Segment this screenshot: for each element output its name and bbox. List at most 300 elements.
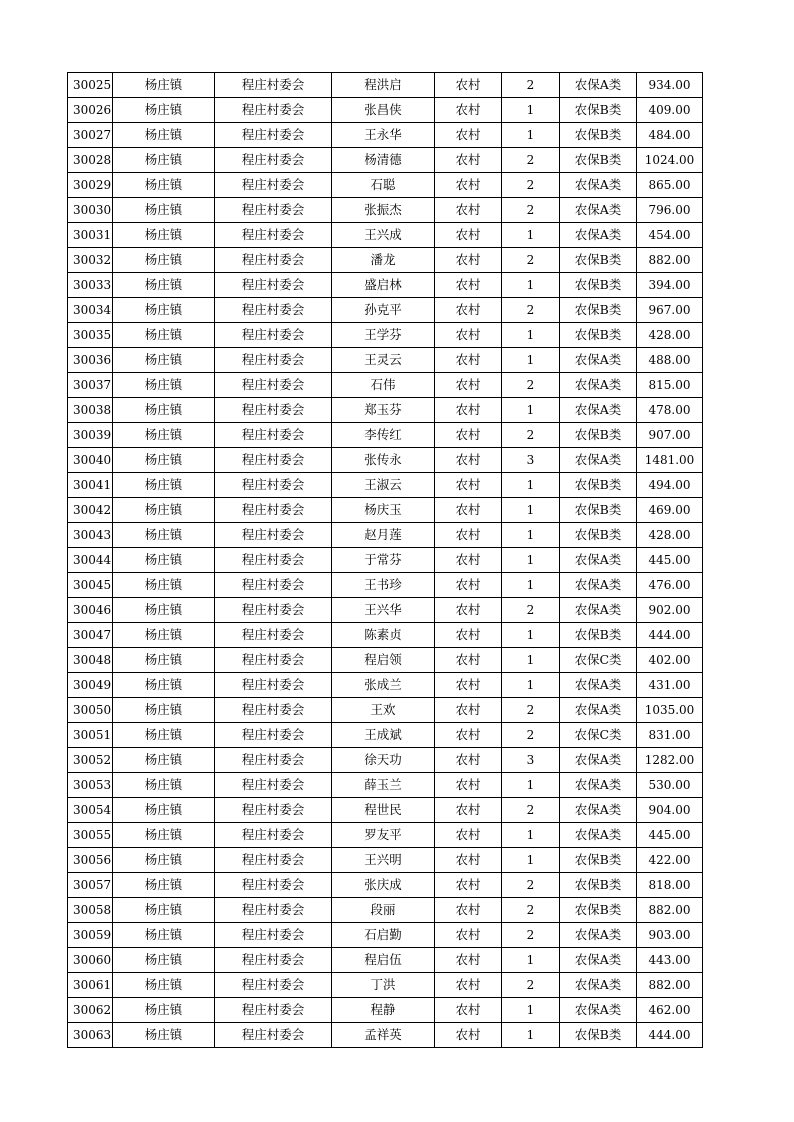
area-type-cell: 农村 xyxy=(435,248,502,273)
town-cell: 杨庄镇 xyxy=(113,698,215,723)
household-count-cell: 2 xyxy=(502,198,560,223)
town-cell: 杨庄镇 xyxy=(113,598,215,623)
village-committee-cell: 程庄村委会 xyxy=(215,223,332,248)
name-cell: 孟祥英 xyxy=(332,1023,435,1048)
insurance-category-cell: 农保B类 xyxy=(560,873,637,898)
record-id-cell: 30059 xyxy=(68,923,113,948)
area-type-cell: 农村 xyxy=(435,623,502,648)
household-count-cell: 2 xyxy=(502,148,560,173)
table-row xyxy=(68,723,703,748)
record-id-cell: 30062 xyxy=(68,998,113,1023)
name-cell: 杨清德 xyxy=(332,148,435,173)
village-committee-cell: 程庄村委会 xyxy=(215,548,332,573)
town-cell: 杨庄镇 xyxy=(113,948,215,973)
area-type-cell: 农村 xyxy=(435,373,502,398)
table-row xyxy=(68,548,703,573)
village-committee-cell: 程庄村委会 xyxy=(215,273,332,298)
town-cell: 杨庄镇 xyxy=(113,898,215,923)
town-cell: 杨庄镇 xyxy=(113,673,215,698)
record-id-cell: 30031 xyxy=(68,223,113,248)
record-id-cell: 30051 xyxy=(68,723,113,748)
insurance-category-cell: 农保C类 xyxy=(560,648,637,673)
amount-cell: 882.00 xyxy=(637,973,703,998)
name-cell: 张庆成 xyxy=(332,873,435,898)
town-cell: 杨庄镇 xyxy=(113,773,215,798)
name-cell: 王成斌 xyxy=(332,723,435,748)
town-cell: 杨庄镇 xyxy=(113,523,215,548)
household-count-cell: 1 xyxy=(502,673,560,698)
insurance-category-cell: 农保A类 xyxy=(560,598,637,623)
amount-cell: 865.00 xyxy=(637,173,703,198)
name-cell: 薛玉兰 xyxy=(332,773,435,798)
area-type-cell: 农村 xyxy=(435,673,502,698)
name-cell: 陈素贞 xyxy=(332,623,435,648)
household-count-cell: 2 xyxy=(502,173,560,198)
village-committee-cell: 程庄村委会 xyxy=(215,998,332,1023)
name-cell: 程世民 xyxy=(332,798,435,823)
town-cell: 杨庄镇 xyxy=(113,923,215,948)
name-cell: 李传红 xyxy=(332,423,435,448)
household-count-cell: 1 xyxy=(502,648,560,673)
insurance-category-cell: 农保A类 xyxy=(560,773,637,798)
village-committee-cell: 程庄村委会 xyxy=(215,723,332,748)
town-cell: 杨庄镇 xyxy=(113,823,215,848)
village-committee-cell: 程庄村委会 xyxy=(215,648,332,673)
amount-cell: 907.00 xyxy=(637,423,703,448)
area-type-cell: 农村 xyxy=(435,898,502,923)
area-type-cell: 农村 xyxy=(435,998,502,1023)
town-cell: 杨庄镇 xyxy=(113,998,215,1023)
record-id-cell: 30053 xyxy=(68,773,113,798)
insurance-category-cell: 农保B类 xyxy=(560,273,637,298)
insurance-category-cell: 农保A类 xyxy=(560,948,637,973)
name-cell: 郑玉芬 xyxy=(332,398,435,423)
name-cell: 王灵云 xyxy=(332,348,435,373)
town-cell: 杨庄镇 xyxy=(113,348,215,373)
record-id-cell: 30057 xyxy=(68,873,113,898)
record-id-cell: 30060 xyxy=(68,948,113,973)
area-type-cell: 农村 xyxy=(435,498,502,523)
area-type-cell: 农村 xyxy=(435,323,502,348)
amount-cell: 882.00 xyxy=(637,898,703,923)
town-cell: 杨庄镇 xyxy=(113,873,215,898)
amount-cell: 454.00 xyxy=(637,223,703,248)
area-type-cell: 农村 xyxy=(435,848,502,873)
insurance-category-cell: 农保A类 xyxy=(560,173,637,198)
record-id-cell: 30028 xyxy=(68,148,113,173)
insurance-category-cell: 农保B类 xyxy=(560,898,637,923)
town-cell: 杨庄镇 xyxy=(113,798,215,823)
name-cell: 张成兰 xyxy=(332,673,435,698)
records-table xyxy=(67,72,703,1048)
village-committee-cell: 程庄村委会 xyxy=(215,198,332,223)
amount-cell: 484.00 xyxy=(637,123,703,148)
household-count-cell: 1 xyxy=(502,573,560,598)
town-cell: 杨庄镇 xyxy=(113,198,215,223)
table-row xyxy=(68,298,703,323)
table-row xyxy=(68,973,703,998)
area-type-cell: 农村 xyxy=(435,423,502,448)
area-type-cell: 农村 xyxy=(435,98,502,123)
name-cell: 程启伍 xyxy=(332,948,435,973)
village-committee-cell: 程庄村委会 xyxy=(215,923,332,948)
insurance-category-cell: 农保A类 xyxy=(560,373,637,398)
name-cell: 盛启林 xyxy=(332,273,435,298)
area-type-cell: 农村 xyxy=(435,723,502,748)
amount-cell: 476.00 xyxy=(637,573,703,598)
town-cell: 杨庄镇 xyxy=(113,548,215,573)
name-cell: 程静 xyxy=(332,998,435,1023)
name-cell: 罗友平 xyxy=(332,823,435,848)
name-cell: 孙克平 xyxy=(332,298,435,323)
area-type-cell: 农村 xyxy=(435,298,502,323)
record-id-cell: 30063 xyxy=(68,1023,113,1048)
amount-cell: 494.00 xyxy=(637,473,703,498)
amount-cell: 445.00 xyxy=(637,823,703,848)
table-body xyxy=(68,73,703,1048)
table-row xyxy=(68,598,703,623)
record-id-cell: 30050 xyxy=(68,698,113,723)
table-row xyxy=(68,898,703,923)
town-cell: 杨庄镇 xyxy=(113,573,215,598)
table-row xyxy=(68,948,703,973)
table-row xyxy=(68,498,703,523)
town-cell: 杨庄镇 xyxy=(113,123,215,148)
insurance-category-cell: 农保B类 xyxy=(560,473,637,498)
insurance-category-cell: 农保B类 xyxy=(560,523,637,548)
village-committee-cell: 程庄村委会 xyxy=(215,973,332,998)
insurance-category-cell: 农保B类 xyxy=(560,498,637,523)
insurance-category-cell: 农保B类 xyxy=(560,848,637,873)
village-committee-cell: 程庄村委会 xyxy=(215,623,332,648)
household-count-cell: 1 xyxy=(502,398,560,423)
record-id-cell: 30055 xyxy=(68,823,113,848)
household-count-cell: 2 xyxy=(502,73,560,98)
amount-cell: 431.00 xyxy=(637,673,703,698)
insurance-category-cell: 农保B类 xyxy=(560,123,637,148)
record-id-cell: 30039 xyxy=(68,423,113,448)
town-cell: 杨庄镇 xyxy=(113,398,215,423)
area-type-cell: 农村 xyxy=(435,648,502,673)
record-id-cell: 30040 xyxy=(68,448,113,473)
record-id-cell: 30052 xyxy=(68,748,113,773)
name-cell: 潘龙 xyxy=(332,248,435,273)
household-count-cell: 1 xyxy=(502,773,560,798)
table-row xyxy=(68,148,703,173)
village-committee-cell: 程庄村委会 xyxy=(215,423,332,448)
village-committee-cell: 程庄村委会 xyxy=(215,398,332,423)
record-id-cell: 30048 xyxy=(68,648,113,673)
record-id-cell: 30030 xyxy=(68,198,113,223)
town-cell: 杨庄镇 xyxy=(113,273,215,298)
table-row xyxy=(68,323,703,348)
amount-cell: 422.00 xyxy=(637,848,703,873)
village-committee-cell: 程庄村委会 xyxy=(215,573,332,598)
amount-cell: 428.00 xyxy=(637,323,703,348)
table-row xyxy=(68,348,703,373)
insurance-category-cell: 农保A类 xyxy=(560,673,637,698)
insurance-category-cell: 农保A类 xyxy=(560,698,637,723)
amount-cell: 428.00 xyxy=(637,523,703,548)
household-count-cell: 2 xyxy=(502,898,560,923)
household-count-cell: 2 xyxy=(502,723,560,748)
household-count-cell: 1 xyxy=(502,823,560,848)
table-row xyxy=(68,923,703,948)
record-id-cell: 30041 xyxy=(68,473,113,498)
village-committee-cell: 程庄村委会 xyxy=(215,848,332,873)
household-count-cell: 1 xyxy=(502,998,560,1023)
household-count-cell: 2 xyxy=(502,798,560,823)
village-committee-cell: 程庄村委会 xyxy=(215,773,332,798)
table-row xyxy=(68,573,703,598)
area-type-cell: 农村 xyxy=(435,148,502,173)
town-cell: 杨庄镇 xyxy=(113,73,215,98)
household-count-cell: 1 xyxy=(502,323,560,348)
name-cell: 丁洪 xyxy=(332,973,435,998)
household-count-cell: 2 xyxy=(502,298,560,323)
insurance-category-cell: 农保C类 xyxy=(560,723,637,748)
insurance-category-cell: 农保A类 xyxy=(560,823,637,848)
insurance-category-cell: 农保B类 xyxy=(560,148,637,173)
area-type-cell: 农村 xyxy=(435,923,502,948)
amount-cell: 530.00 xyxy=(637,773,703,798)
table-row xyxy=(68,398,703,423)
table-row xyxy=(68,998,703,1023)
record-id-cell: 30035 xyxy=(68,323,113,348)
household-count-cell: 1 xyxy=(502,1023,560,1048)
town-cell: 杨庄镇 xyxy=(113,973,215,998)
household-count-cell: 2 xyxy=(502,373,560,398)
name-cell: 王兴明 xyxy=(332,848,435,873)
table-row xyxy=(68,823,703,848)
village-committee-cell: 程庄村委会 xyxy=(215,148,332,173)
amount-cell: 409.00 xyxy=(637,98,703,123)
record-id-cell: 30043 xyxy=(68,523,113,548)
town-cell: 杨庄镇 xyxy=(113,373,215,398)
table-row xyxy=(68,73,703,98)
area-type-cell: 农村 xyxy=(435,573,502,598)
name-cell: 王兴华 xyxy=(332,598,435,623)
household-count-cell: 2 xyxy=(502,423,560,448)
area-type-cell: 农村 xyxy=(435,473,502,498)
household-count-cell: 3 xyxy=(502,448,560,473)
record-id-cell: 30049 xyxy=(68,673,113,698)
area-type-cell: 农村 xyxy=(435,823,502,848)
area-type-cell: 农村 xyxy=(435,698,502,723)
insurance-category-cell: 农保B类 xyxy=(560,623,637,648)
household-count-cell: 2 xyxy=(502,598,560,623)
amount-cell: 902.00 xyxy=(637,598,703,623)
insurance-category-cell: 农保A类 xyxy=(560,748,637,773)
record-id-cell: 30045 xyxy=(68,573,113,598)
amount-cell: 443.00 xyxy=(637,948,703,973)
area-type-cell: 农村 xyxy=(435,173,502,198)
table-row xyxy=(68,123,703,148)
village-committee-cell: 程庄村委会 xyxy=(215,898,332,923)
village-committee-cell: 程庄村委会 xyxy=(215,673,332,698)
name-cell: 张昌侠 xyxy=(332,98,435,123)
insurance-category-cell: 农保B类 xyxy=(560,248,637,273)
table-row xyxy=(68,773,703,798)
table-row xyxy=(68,623,703,648)
town-cell: 杨庄镇 xyxy=(113,623,215,648)
town-cell: 杨庄镇 xyxy=(113,223,215,248)
record-id-cell: 30034 xyxy=(68,298,113,323)
village-committee-cell: 程庄村委会 xyxy=(215,298,332,323)
village-committee-cell: 程庄村委会 xyxy=(215,873,332,898)
household-count-cell: 1 xyxy=(502,848,560,873)
name-cell: 王永华 xyxy=(332,123,435,148)
area-type-cell: 农村 xyxy=(435,598,502,623)
area-type-cell: 农村 xyxy=(435,523,502,548)
household-count-cell: 1 xyxy=(502,123,560,148)
table-row xyxy=(68,98,703,123)
insurance-category-cell: 农保A类 xyxy=(560,398,637,423)
table-row xyxy=(68,523,703,548)
insurance-category-cell: 农保A类 xyxy=(560,798,637,823)
insurance-category-cell: 农保A类 xyxy=(560,548,637,573)
area-type-cell: 农村 xyxy=(435,198,502,223)
household-count-cell: 1 xyxy=(502,273,560,298)
amount-cell: 967.00 xyxy=(637,298,703,323)
village-committee-cell: 程庄村委会 xyxy=(215,1023,332,1048)
amount-cell: 1481.00 xyxy=(637,448,703,473)
table-row xyxy=(68,873,703,898)
area-type-cell: 农村 xyxy=(435,773,502,798)
name-cell: 杨庆玉 xyxy=(332,498,435,523)
insurance-category-cell: 农保B类 xyxy=(560,98,637,123)
insurance-category-cell: 农保B类 xyxy=(560,1023,637,1048)
amount-cell: 796.00 xyxy=(637,198,703,223)
village-committee-cell: 程庄村委会 xyxy=(215,123,332,148)
name-cell: 段丽 xyxy=(332,898,435,923)
village-committee-cell: 程庄村委会 xyxy=(215,173,332,198)
area-type-cell: 农村 xyxy=(435,273,502,298)
household-count-cell: 1 xyxy=(502,348,560,373)
village-committee-cell: 程庄村委会 xyxy=(215,598,332,623)
area-type-cell: 农村 xyxy=(435,123,502,148)
village-committee-cell: 程庄村委会 xyxy=(215,823,332,848)
village-committee-cell: 程庄村委会 xyxy=(215,798,332,823)
table-row xyxy=(68,373,703,398)
area-type-cell: 农村 xyxy=(435,973,502,998)
table-row xyxy=(68,423,703,448)
household-count-cell: 1 xyxy=(502,623,560,648)
table-row xyxy=(68,698,703,723)
insurance-category-cell: 农保A类 xyxy=(560,973,637,998)
town-cell: 杨庄镇 xyxy=(113,323,215,348)
household-count-cell: 1 xyxy=(502,948,560,973)
insurance-category-cell: 农保A类 xyxy=(560,573,637,598)
town-cell: 杨庄镇 xyxy=(113,1023,215,1048)
household-count-cell: 2 xyxy=(502,873,560,898)
name-cell: 程洪启 xyxy=(332,73,435,98)
village-committee-cell: 程庄村委会 xyxy=(215,373,332,398)
town-cell: 杨庄镇 xyxy=(113,648,215,673)
village-committee-cell: 程庄村委会 xyxy=(215,523,332,548)
household-count-cell: 2 xyxy=(502,973,560,998)
table-row xyxy=(68,473,703,498)
area-type-cell: 农村 xyxy=(435,73,502,98)
insurance-category-cell: 农保A类 xyxy=(560,923,637,948)
name-cell: 石伟 xyxy=(332,373,435,398)
record-id-cell: 30027 xyxy=(68,123,113,148)
village-committee-cell: 程庄村委会 xyxy=(215,448,332,473)
amount-cell: 1282.00 xyxy=(637,748,703,773)
amount-cell: 488.00 xyxy=(637,348,703,373)
record-id-cell: 30037 xyxy=(68,373,113,398)
household-count-cell: 2 xyxy=(502,248,560,273)
household-count-cell: 1 xyxy=(502,473,560,498)
amount-cell: 462.00 xyxy=(637,998,703,1023)
amount-cell: 882.00 xyxy=(637,248,703,273)
name-cell: 赵月莲 xyxy=(332,523,435,548)
name-cell: 石启勤 xyxy=(332,923,435,948)
record-id-cell: 30044 xyxy=(68,548,113,573)
record-id-cell: 30056 xyxy=(68,848,113,873)
household-count-cell: 2 xyxy=(502,923,560,948)
area-type-cell: 农村 xyxy=(435,873,502,898)
table-row xyxy=(68,673,703,698)
amount-cell: 394.00 xyxy=(637,273,703,298)
amount-cell: 831.00 xyxy=(637,723,703,748)
insurance-category-cell: 农保B类 xyxy=(560,323,637,348)
village-committee-cell: 程庄村委会 xyxy=(215,498,332,523)
area-type-cell: 农村 xyxy=(435,1023,502,1048)
village-committee-cell: 程庄村委会 xyxy=(215,698,332,723)
table-row xyxy=(68,798,703,823)
name-cell: 王学芬 xyxy=(332,323,435,348)
record-id-cell: 30042 xyxy=(68,498,113,523)
household-count-cell: 3 xyxy=(502,748,560,773)
insurance-category-cell: 农保A类 xyxy=(560,223,637,248)
amount-cell: 478.00 xyxy=(637,398,703,423)
name-cell: 王淑云 xyxy=(332,473,435,498)
insurance-category-cell: 农保A类 xyxy=(560,198,637,223)
village-committee-cell: 程庄村委会 xyxy=(215,348,332,373)
area-type-cell: 农村 xyxy=(435,948,502,973)
town-cell: 杨庄镇 xyxy=(113,848,215,873)
village-committee-cell: 程庄村委会 xyxy=(215,748,332,773)
record-id-cell: 30025 xyxy=(68,73,113,98)
amount-cell: 444.00 xyxy=(637,1023,703,1048)
village-committee-cell: 程庄村委会 xyxy=(215,73,332,98)
town-cell: 杨庄镇 xyxy=(113,298,215,323)
record-id-cell: 30061 xyxy=(68,973,113,998)
name-cell: 王欢 xyxy=(332,698,435,723)
table-row xyxy=(68,273,703,298)
record-id-cell: 30026 xyxy=(68,98,113,123)
household-count-cell: 2 xyxy=(502,698,560,723)
table-row xyxy=(68,173,703,198)
insurance-category-cell: 农保B类 xyxy=(560,298,637,323)
amount-cell: 815.00 xyxy=(637,373,703,398)
name-cell: 张传永 xyxy=(332,448,435,473)
area-type-cell: 农村 xyxy=(435,748,502,773)
record-id-cell: 30032 xyxy=(68,248,113,273)
area-type-cell: 农村 xyxy=(435,548,502,573)
amount-cell: 818.00 xyxy=(637,873,703,898)
name-cell: 石聪 xyxy=(332,173,435,198)
amount-cell: 445.00 xyxy=(637,548,703,573)
household-count-cell: 1 xyxy=(502,523,560,548)
amount-cell: 903.00 xyxy=(637,923,703,948)
table-row xyxy=(68,848,703,873)
village-committee-cell: 程庄村委会 xyxy=(215,98,332,123)
household-count-cell: 1 xyxy=(502,498,560,523)
insurance-category-cell: 农保A类 xyxy=(560,998,637,1023)
name-cell: 王兴成 xyxy=(332,223,435,248)
